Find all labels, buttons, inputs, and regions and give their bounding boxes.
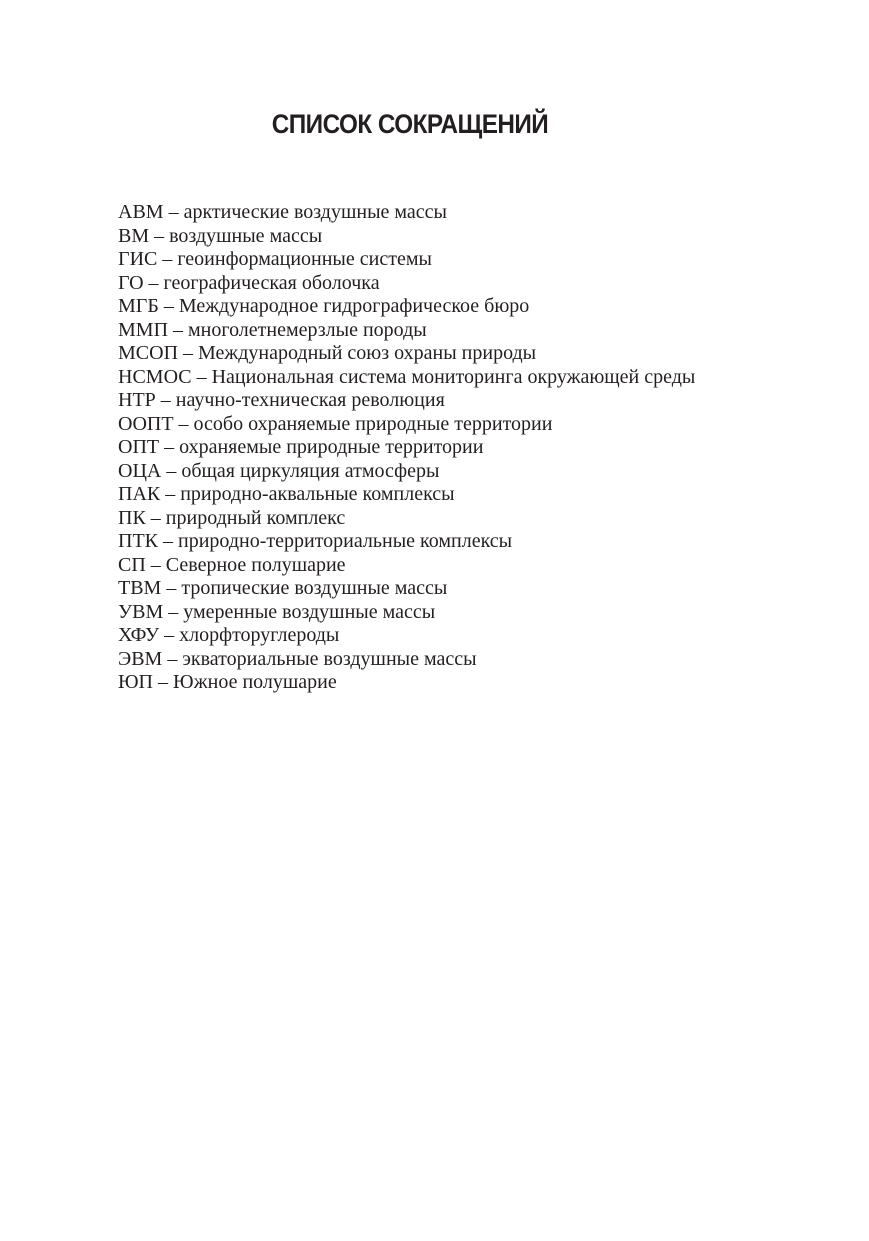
abbreviation-entry: СП – Северное полушарие: [118, 553, 346, 576]
abbreviation-entry: ВМ – воздушные массы: [118, 224, 323, 247]
abbreviation-list: [118, 201, 838, 695]
abbreviation-entry: ПК – природный комплекс: [118, 506, 346, 529]
abbreviation-entry: ПТК – природно-территориальные комплексы: [118, 530, 513, 552]
abbreviation-entry: ХФУ – хлорфторуглероды: [118, 624, 340, 646]
abbreviation-entry: ОЦА – общая циркуляция атмосферы: [118, 459, 440, 482]
abbreviation-entry: МГБ – Международное гидрографическое бюро: [118, 295, 530, 317]
abbreviation-entry: ГО – географическая оболочка: [118, 271, 380, 294]
abbreviation-entry: УВМ – умеренные воздушные массы: [118, 600, 436, 623]
abbreviation-entry: НСМОС – Национальная система мониторинга окружающей среды: [118, 365, 696, 388]
abbreviation-entry: НТР – научно-техническая революция: [118, 389, 445, 411]
abbreviation-entry: ЭВМ – экваториальные воздушные массы: [118, 647, 477, 670]
abbreviation-entry: ОПТ – охраняемые природные территории: [118, 436, 484, 458]
abbreviation-entry: ГИС – геоинформационные системы: [118, 248, 432, 270]
abbreviation-entry: ООПТ – особо охраняемые природные территории: [118, 412, 553, 435]
abbreviation-entry: ТВМ – тропические воздушные массы: [118, 577, 448, 599]
abbreviation-entry: ЮП – Южное полушарие: [118, 671, 337, 693]
abbreviation-entry: ММП – многолетнемерзлые породы: [118, 318, 427, 341]
page-title: СПИСОК СОКРАЩЕНИЙ: [271, 109, 549, 139]
abbreviation-entry: ПАК – природно-аквальные комплексы: [118, 483, 455, 505]
abbreviation-entry: МСОП – Международный союз охраны природы: [118, 342, 537, 364]
abbreviation-entry: АВМ – арктические воздушные массы: [118, 201, 447, 223]
